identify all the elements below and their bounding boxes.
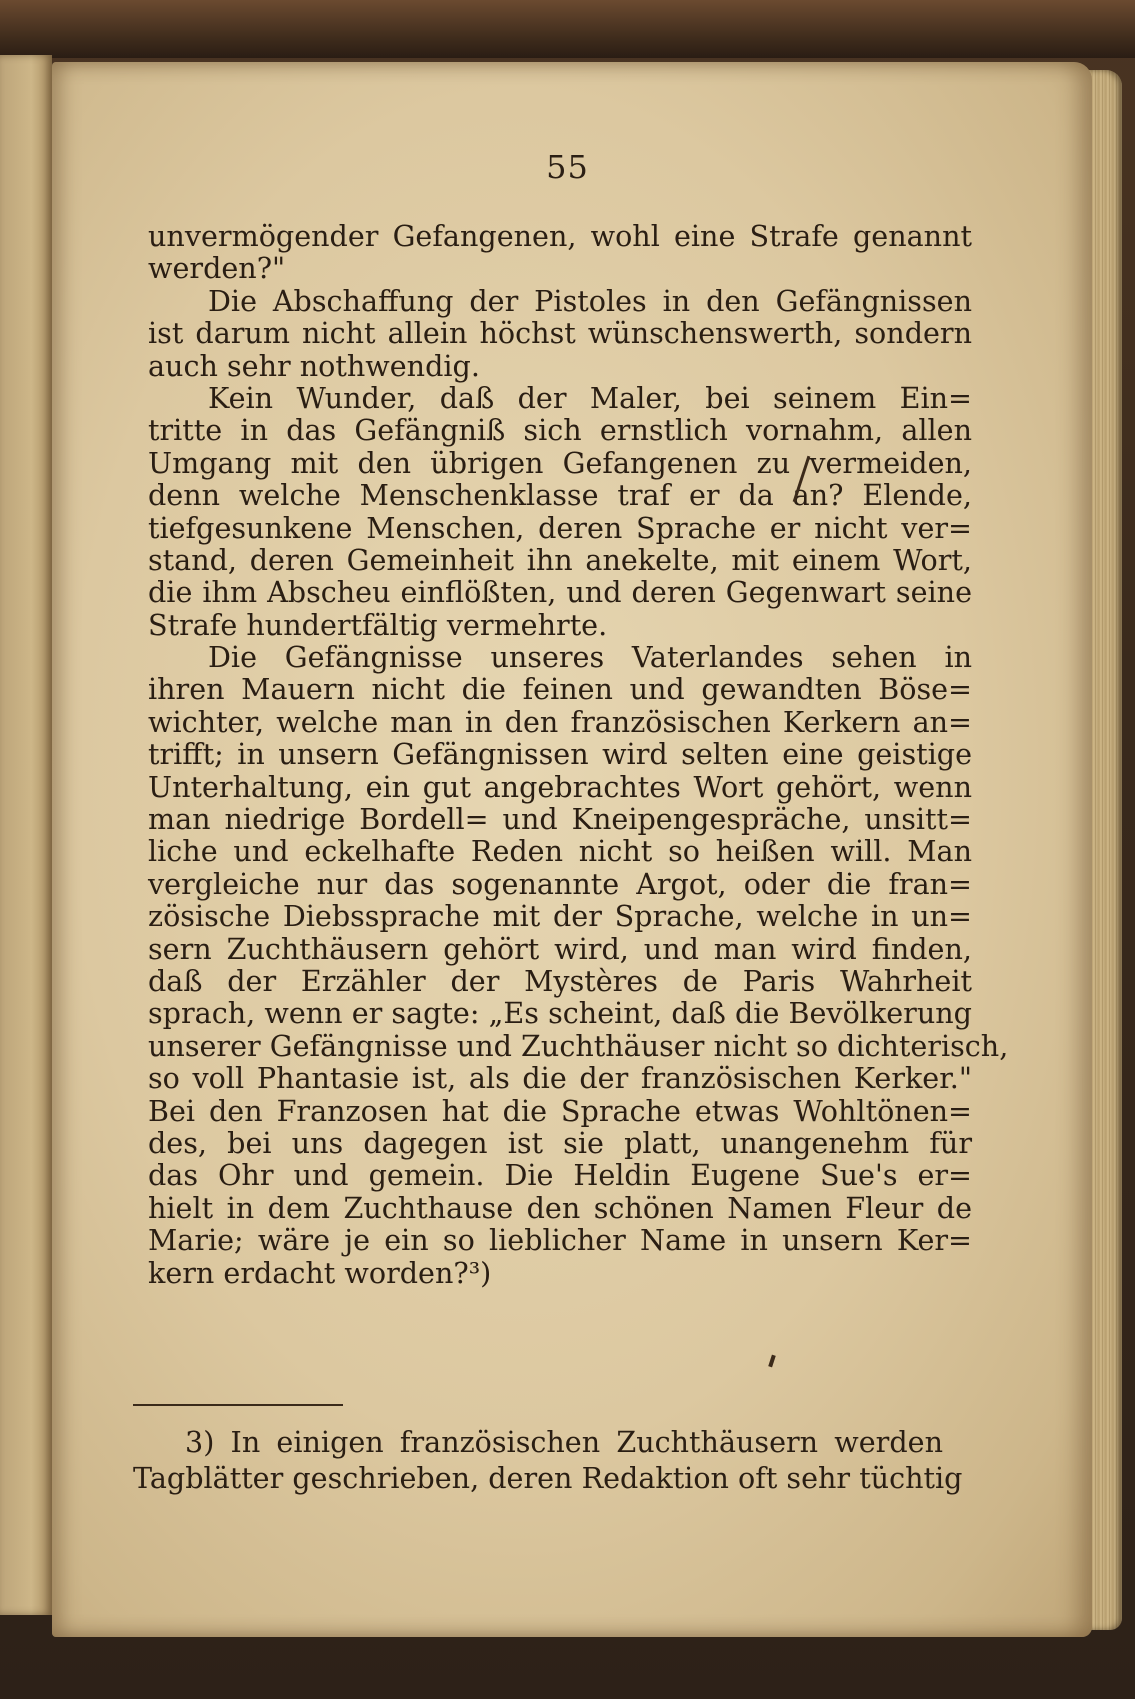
- text-line: trifft; in unsern Gefängnissen wird selten eine geistige: [148, 737, 972, 772]
- text-line: denn welche Menschenklasse traf er da an? Elende,: [148, 478, 972, 513]
- text-line: kern erdacht worden?³): [148, 1255, 492, 1290]
- text-line: vergleiche nur das sogenannte Argot, oder die fran=: [148, 866, 972, 901]
- footnote-line: 3) In einigen französischen Zuchthäusern werden: [185, 1425, 943, 1459]
- text-line: auch sehr nothwendig.: [148, 348, 480, 383]
- text-line: Kein Wunder, daß der Maler, bei seinem Ein=: [208, 380, 972, 415]
- book-binding-top: [0, 0, 1135, 58]
- text-line: ihren Mauern nicht die feinen und gewandten Böse=: [148, 672, 972, 707]
- footnote-separator: [133, 1404, 343, 1406]
- text-line: tiefgesunkene Menschen, deren Sprache er nicht ver=: [148, 510, 972, 545]
- text-line: hielt in dem Zuchthause den schönen Namen Fleur de: [148, 1190, 972, 1225]
- text-line: des, bei uns dagegen ist sie platt, unangenehm für: [148, 1125, 972, 1160]
- previous-page-edge: [0, 55, 52, 1615]
- text-line: unserer Gefängnisse und Zuchthäuser nicht so dichterisch,: [148, 1028, 1009, 1063]
- text-line: Marie; wäre je ein so lieblicher Name in unsern Ker=: [148, 1223, 972, 1258]
- text-line: so voll Phantasie ist, als die der französischen Kerker.": [148, 1061, 972, 1096]
- text-line: ist darum nicht allein höchst wünschenswerth, sondern: [148, 316, 972, 351]
- text-line: sern Zuchthäusern gehört wird, und man wird finden,: [148, 931, 972, 966]
- text-line: liche und eckelhafte Reden nicht so heißen will. Man: [148, 834, 972, 869]
- text-line: man niedrige Bordell= und Kneipengespräche, unsitt=: [148, 802, 972, 837]
- text-line: Strafe hundertfältig vermehrte.: [148, 607, 608, 642]
- text-line: Unterhaltung, ein gut angebrachtes Wort gehört, wenn: [148, 769, 972, 804]
- text-line: daß der Erzähler der Mystères de Paris Wahrheit: [148, 963, 972, 998]
- footnote-line: Tagblätter geschrieben, deren Redaktion oft sehr tüchtig: [133, 1461, 963, 1495]
- text-line: unvermögender Gefangenen, wohl eine Strafe genannt: [148, 219, 972, 253]
- text-line: wichter, welche man in den französischen Kerkern an=: [148, 704, 972, 739]
- text-line: sprach, wenn er sagte: „Es scheint, daß die Bevölkerung: [148, 996, 972, 1031]
- text-line: Die Abschaffung der Pistoles in den Gefängnissen: [208, 283, 972, 318]
- text-line: stand, deren Gemeinheit ihn anekelte, mit einem Wort,: [148, 542, 972, 577]
- text-line: zösische Diebssprache mit der Sprache, welche in un=: [148, 899, 972, 934]
- text-line: Umgang mit den übrigen Gefangenen zu vermeiden,: [148, 445, 972, 480]
- text-line: das Ohr und gemein. Die Heldin Eugene Sue's er=: [148, 1158, 972, 1193]
- text-line: werden?": [148, 251, 286, 286]
- footnote: [133, 1424, 963, 1496]
- body-text: [148, 219, 1009, 1290]
- text-line: Bei den Franzosen hat die Sprache etwas Wohltönen=: [148, 1093, 972, 1128]
- text-line: die ihm Abscheu einflößten, und deren Gegenwart seine: [148, 575, 972, 610]
- text-line: Die Gefängnisse unseres Vaterlandes sehen in: [208, 640, 972, 675]
- text-line: tritte in das Gefängniß sich ernstlich vornahm, allen: [148, 413, 972, 448]
- page-number: 55: [546, 148, 589, 186]
